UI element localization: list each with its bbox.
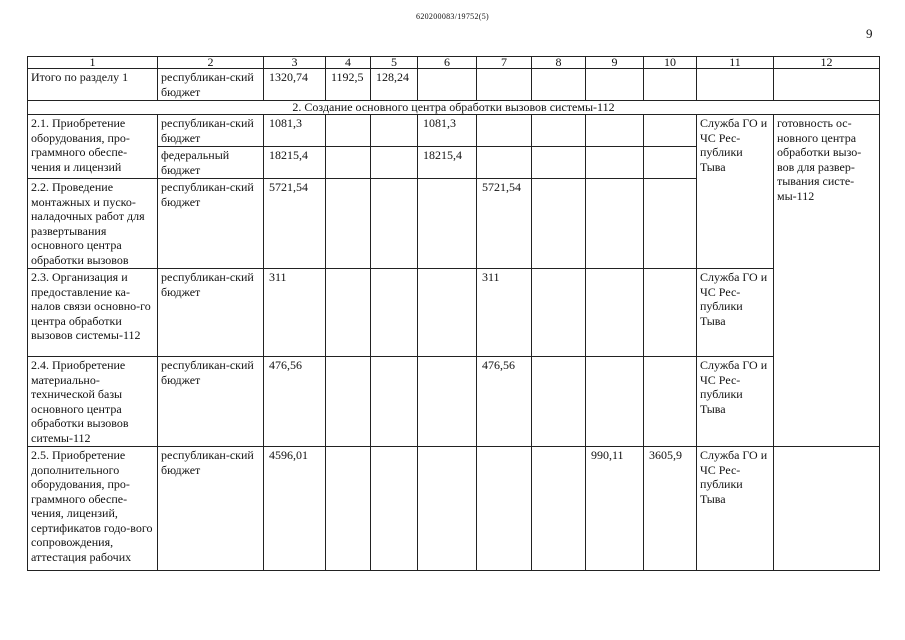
value-cell: 5721,54 [264,179,326,269]
empty-cell [774,69,880,101]
empty-cell [326,115,371,147]
table-row [28,269,880,357]
budget-source: республикан-ский бюджет [158,269,264,357]
empty-cell [532,357,586,447]
budget-source: республикан-ский бюджет [158,179,264,269]
empty-cell [418,357,477,447]
value-cell: 1192,5 [326,69,371,101]
result-cell: готовность ос-новного центра обработки вызо-вов для развер-тывания систе-мы-112 [774,115,880,447]
empty-cell [371,115,418,147]
total-row [28,69,880,101]
budget-source: республикан-ский бюджет [158,115,264,147]
empty-cell [586,69,644,101]
executor-cell: Служба ГО и ЧС Рес-публики Тыва [697,269,774,357]
row-label: 2.1. Приобретение оборудования, про-граммного обеспе-чения и лицензий [28,115,158,179]
empty-cell [644,269,697,357]
empty-cell [532,147,586,179]
row-label: Итого по разделу 1 [28,69,158,101]
value-cell: 18215,4 [418,147,477,179]
empty-cell [774,447,880,571]
budget-source: республикан-ский бюджет [158,447,264,571]
value-cell: 311 [264,269,326,357]
value-cell: 990,11 [586,447,644,571]
col-number: 1 [28,57,158,69]
row-label: 2.2. Проведение монтажных и пуско-наладочных работ для развертывания основного центра обработки вызовов [28,179,158,269]
value-cell: 1320,74 [264,69,326,101]
col-number: 7 [477,57,532,69]
col-number: 4 [326,57,371,69]
empty-cell [586,115,644,147]
empty-cell [371,179,418,269]
empty-cell [532,447,586,571]
empty-cell [418,269,477,357]
budget-table [27,56,880,571]
row-label: 2.5. Приобретение дополнительного оборудования, про-граммного обеспе-чения, лицензий, сертификатов годо-вого сопровождения, аттестация рабочих [28,447,158,571]
empty-cell [418,69,477,101]
empty-cell [477,447,532,571]
empty-cell [477,69,532,101]
value-cell: 1081,3 [264,115,326,147]
value-cell: 1081,3 [418,115,477,147]
empty-cell [326,357,371,447]
empty-cell [644,115,697,147]
row-label: 2.3. Организация и предоставление ка-налов связи основно-го центра обработки вызовов системы-112 [28,269,158,357]
document-id: 620200083/19752(5) [416,12,489,21]
empty-cell [532,115,586,147]
table-row [28,115,880,147]
value-cell: 476,56 [477,357,532,447]
col-number: 5 [371,57,418,69]
row-label: 2.4. Приобретение материально-технической базы основного центра обработки вызовов ситемы-112 [28,357,158,447]
empty-cell [326,447,371,571]
col-number: 9 [586,57,644,69]
empty-cell [532,179,586,269]
empty-cell [371,269,418,357]
empty-cell [532,269,586,357]
executor-cell: Служба ГО и ЧС Рес-публики Тыва [697,447,774,571]
empty-cell [326,147,371,179]
table-row [28,357,880,447]
empty-cell [697,69,774,101]
col-number: 3 [264,57,326,69]
col-number: 8 [532,57,586,69]
col-number: 2 [158,57,264,69]
budget-source: республикан-ский бюджет [158,69,264,101]
value-cell: 476,56 [264,357,326,447]
value-cell: 3605,9 [644,447,697,571]
empty-cell [326,269,371,357]
empty-cell [418,179,477,269]
section-row [28,101,880,115]
executor-cell: Служба ГО и ЧС Рес-публики Тыва [697,357,774,447]
executor-cell: Служба ГО и ЧС Рес-публики Тыва [697,115,774,269]
empty-cell [532,69,586,101]
empty-cell [477,147,532,179]
budget-source: республикан-ский бюджет [158,357,264,447]
table-row [28,447,880,571]
empty-cell [477,115,532,147]
empty-cell [644,69,697,101]
col-number: 11 [697,57,774,69]
value-cell: 311 [477,269,532,357]
page-number: 9 [866,26,873,41]
value-cell: 4596,01 [264,447,326,571]
col-number: 10 [644,57,697,69]
empty-cell [586,147,644,179]
value-cell: 128,24 [371,69,418,101]
empty-cell [326,179,371,269]
empty-cell [418,447,477,571]
section-title: 2. Создание основного центра обработки вызовов системы-112 [28,101,880,115]
column-number-row [28,57,880,69]
value-cell: 5721,54 [477,179,532,269]
empty-cell [371,147,418,179]
empty-cell [371,447,418,571]
empty-cell [644,179,697,269]
empty-cell [644,147,697,179]
col-number: 6 [418,57,477,69]
empty-cell [586,269,644,357]
empty-cell [644,357,697,447]
budget-source: федеральный бюджет [158,147,264,179]
empty-cell [371,357,418,447]
value-cell: 18215,4 [264,147,326,179]
empty-cell [586,179,644,269]
empty-cell [586,357,644,447]
col-number: 12 [774,57,880,69]
